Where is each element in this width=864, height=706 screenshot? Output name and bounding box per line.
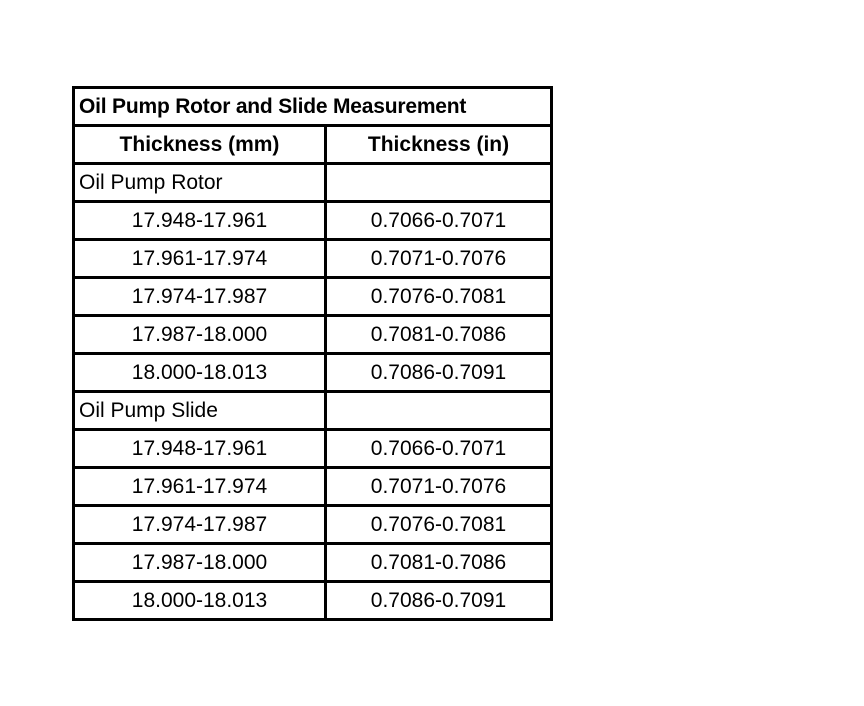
thickness-mm-cell: 18.000-18.013 <box>74 354 326 392</box>
thickness-mm-cell: 17.961-17.974 <box>74 240 326 278</box>
thickness-mm-cell: 17.974-17.987 <box>74 506 326 544</box>
thickness-in-cell: 0.7071-0.7076 <box>326 468 552 506</box>
thickness-mm-cell: 17.987-18.000 <box>74 316 326 354</box>
thickness-in-cell: 0.7071-0.7076 <box>326 240 552 278</box>
thickness-mm-cell: 17.948-17.961 <box>74 430 326 468</box>
thickness-in-cell: 0.7081-0.7086 <box>326 316 552 354</box>
table-row <box>74 430 552 468</box>
table-title: Oil Pump Rotor and Slide Measurement <box>74 88 552 126</box>
thickness-in-cell: 0.7076-0.7081 <box>326 278 552 316</box>
table-row <box>74 240 552 278</box>
table-row <box>74 506 552 544</box>
thickness-in-cell: 0.7066-0.7071 <box>326 202 552 240</box>
thickness-in-cell: 0.7066-0.7071 <box>326 430 552 468</box>
table-row <box>74 316 552 354</box>
table-header-row <box>74 126 552 164</box>
thickness-mm-cell: 17.987-18.000 <box>74 544 326 582</box>
table-row <box>74 354 552 392</box>
table-row <box>74 468 552 506</box>
column-header-mm: Thickness (mm) <box>74 126 326 164</box>
thickness-mm-cell: 17.961-17.974 <box>74 468 326 506</box>
section-label: Oil Pump Rotor <box>74 164 326 202</box>
table-title-row <box>74 88 552 126</box>
table-row <box>74 202 552 240</box>
section-empty-cell <box>326 392 552 430</box>
table-row <box>74 582 552 620</box>
thickness-mm-cell: 18.000-18.013 <box>74 582 326 620</box>
table-row <box>74 544 552 582</box>
thickness-in-cell: 0.7086-0.7091 <box>326 354 552 392</box>
thickness-in-cell: 0.7081-0.7086 <box>326 544 552 582</box>
thickness-in-cell: 0.7086-0.7091 <box>326 582 552 620</box>
thickness-in-cell: 0.7076-0.7081 <box>326 506 552 544</box>
measurement-table <box>72 86 553 621</box>
section-row <box>74 392 552 430</box>
section-empty-cell <box>326 164 552 202</box>
section-label: Oil Pump Slide <box>74 392 326 430</box>
section-row <box>74 164 552 202</box>
column-header-in: Thickness (in) <box>326 126 552 164</box>
thickness-mm-cell: 17.948-17.961 <box>74 202 326 240</box>
thickness-mm-cell: 17.974-17.987 <box>74 278 326 316</box>
table-row <box>74 278 552 316</box>
